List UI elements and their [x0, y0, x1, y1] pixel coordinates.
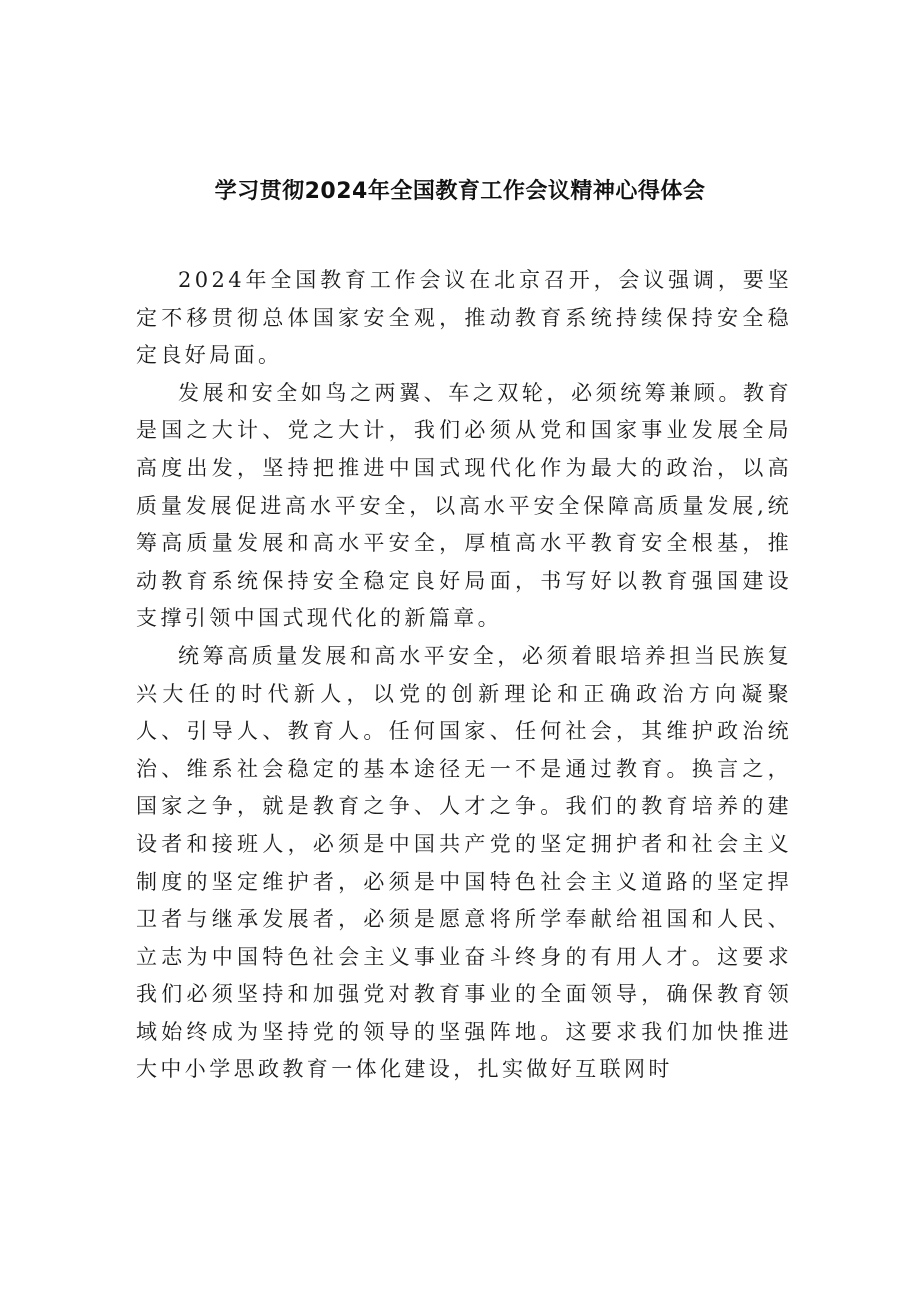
paragraph-2: 发展和安全如鸟之两翼、车之双轮，必须统筹兼顾。教育是国之大计、党之大计，我们必须从党和国家事业发展全局高度出发，坚持把推进中国式现代化作为最大的政治，以高质量发展促进高水平安全，以高水平安全保障高质量发展,统筹高质量发展和高水平安全，厚植高水平教育安全根基，推动教育系统保持安全稳定良好局面，书写好以教育强国建设支撑引领中国式现代化的新篇章。 — [136, 380, 792, 631]
document-title: 学习贯彻2024年全国教育工作会议精神心得体会 — [214, 179, 706, 204]
paragraph-1: 2024年全国教育工作会议在北京召开，会议强调，要坚定不移贯彻总体国家安全观，推动教育系统持续保持安全稳定良好局面。 — [136, 268, 792, 368]
document-body — [136, 262, 792, 1089]
paragraph-3: 统筹高质量发展和高水平安全，必须着眼培养担当民族复兴大任的时代新人，以党的创新理论和正确政治方向凝聚人、引导人、教育人。任何国家、任何社会，其维护政治统治、维系社会稳定的基本途径无一不是通过教育。换言之，国家之争，就是教育之争、人才之争。我们的教育培养的建设者和接班人，必须是中国共产党的坚定拥护者和社会主义制度的坚定维护者，必须是中国特色社会主义道路的坚定捍卫者与继承发展者，必须是愿意将所学奉献给祖国和人民、立志为中国特色社会主义事业奋斗终身的有用人才。这要求我们必须坚持和加强党对教育事业的全面领导，确保教育领域始终成为坚持党的领导的坚强阵地。这要求我们加快推进大中小学思政教育一体化建设，扎实做好互联网时 — [136, 643, 792, 1082]
